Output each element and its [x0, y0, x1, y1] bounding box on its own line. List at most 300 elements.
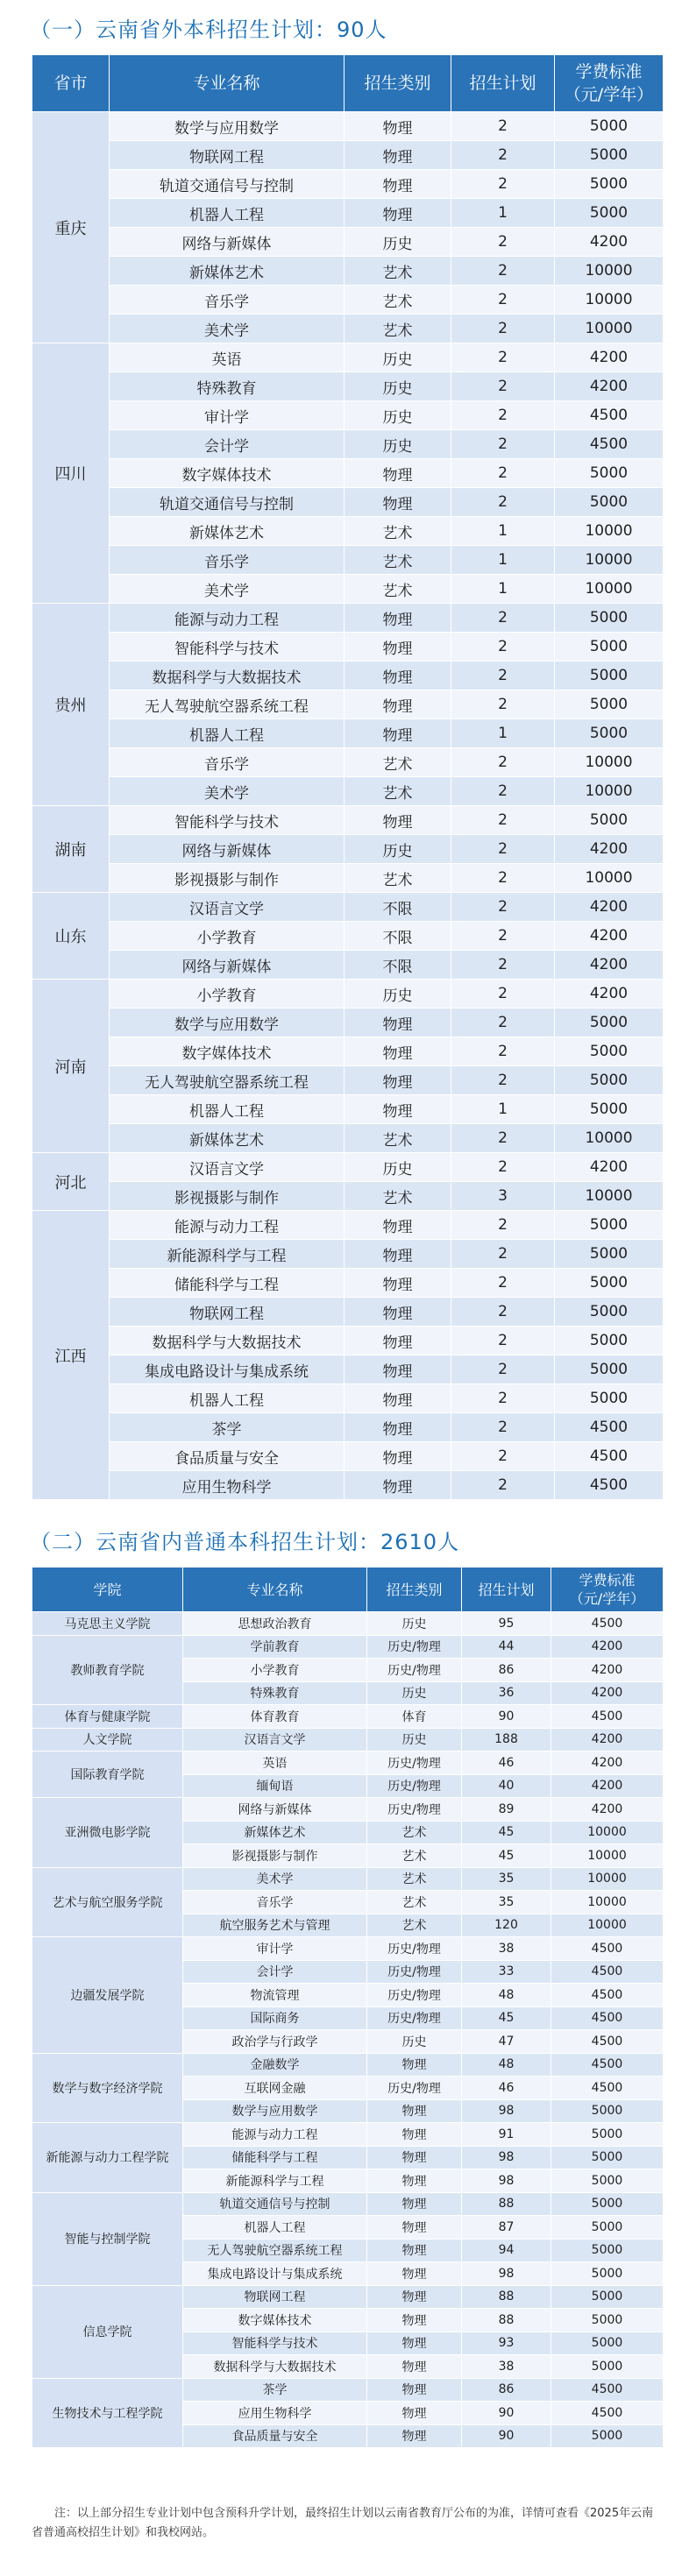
tuition-cell: 4200 — [555, 1153, 664, 1182]
plan-cell: 2 — [451, 748, 555, 777]
tuition-cell: 5000 — [555, 1384, 664, 1413]
tuition-cell: 10000 — [551, 1821, 664, 1844]
tuition-cell: 4500 — [551, 2378, 664, 2402]
tuition-cell: 4200 — [555, 835, 664, 864]
tuition-cell: 4200 — [555, 922, 664, 951]
category-cell: 物理 — [344, 1240, 451, 1269]
college-cell: 人文学院 — [32, 1728, 183, 1752]
plan-cell: 86 — [462, 2378, 551, 2402]
table-row — [32, 2192, 664, 2216]
tuition-cell: 4500 — [551, 1984, 664, 2007]
category-cell: 历史 — [344, 228, 451, 257]
tuition-cell: 4500 — [551, 2402, 664, 2425]
table-row — [32, 430, 664, 459]
plan-cell: 35 — [462, 1867, 551, 1891]
table-row — [32, 459, 664, 488]
major-cell: 小学教育 — [110, 922, 344, 951]
major-cell: 物流管理 — [183, 1984, 367, 2007]
college-cell: 边疆发展学院 — [32, 1937, 183, 2054]
table-row — [32, 864, 664, 893]
major-cell: 数字媒体技术 — [110, 459, 344, 488]
plan-cell: 2 — [451, 401, 555, 430]
category-cell: 艺术 — [344, 575, 451, 604]
plan-cell: 1 — [451, 719, 555, 748]
table-row — [32, 546, 664, 575]
tuition-cell: 4500 — [551, 2053, 664, 2077]
category-cell: 物理 — [344, 1211, 451, 1240]
table-row — [32, 777, 664, 806]
category-cell: 体育 — [367, 1705, 462, 1729]
tuition-cell: 5000 — [551, 2169, 664, 2193]
plan-cell: 2 — [451, 980, 555, 1008]
table-row — [32, 719, 664, 748]
category-cell: 物理 — [344, 633, 451, 662]
college-cell: 智能与控制学院 — [32, 2192, 183, 2285]
plan-cell: 90 — [462, 2424, 551, 2448]
major-cell: 无人驾驶航空器系统工程 — [183, 2239, 367, 2262]
major-cell: 能源与动力工程 — [110, 1211, 344, 1240]
plan-cell: 2 — [451, 343, 555, 372]
category-cell: 物理 — [367, 2332, 462, 2355]
major-cell: 物联网工程 — [183, 2285, 367, 2309]
category-cell: 物理 — [367, 2402, 462, 2425]
plan-cell: 3 — [451, 1182, 555, 1211]
plan-cell: 2 — [451, 1008, 555, 1037]
table-row — [32, 1705, 664, 1729]
major-cell: 机器人工程 — [183, 2216, 367, 2240]
tuition-cell: 10000 — [555, 864, 664, 893]
table-row — [32, 517, 664, 546]
major-cell: 航空服务艺术与管理 — [183, 1914, 367, 1937]
table-row — [32, 170, 664, 199]
category-cell: 历史 — [344, 372, 451, 401]
category-cell: 历史/物理 — [367, 1984, 462, 2007]
major-cell: 审计学 — [110, 401, 344, 430]
college-cell: 亚洲微电影学院 — [32, 1798, 183, 1868]
table-row — [32, 1635, 664, 1659]
header-plan: 招生计划 — [451, 55, 555, 112]
major-cell: 储能科学与工程 — [183, 2146, 367, 2169]
plan-cell: 2 — [451, 286, 555, 315]
tuition-cell: 10000 — [555, 546, 664, 575]
tuition-cell: 5000 — [551, 2099, 664, 2123]
plan-cell: 2 — [451, 1037, 555, 1066]
plan-cell: 2 — [451, 690, 555, 719]
table-row — [32, 1728, 664, 1752]
table-row — [32, 1752, 664, 1775]
plan-cell: 45 — [462, 1844, 551, 1868]
tuition-cell: 4500 — [551, 1612, 664, 1636]
plan-cell: 188 — [462, 1728, 551, 1752]
tuition-cell: 5000 — [555, 1298, 664, 1327]
major-cell: 物联网工程 — [110, 141, 344, 170]
tuition-cell: 4500 — [555, 1442, 664, 1471]
plan-cell: 44 — [462, 1635, 551, 1659]
province-cell: 重庆 — [32, 112, 110, 343]
plan-cell: 1 — [451, 575, 555, 604]
category-cell: 艺术 — [367, 1891, 462, 1914]
major-cell: 数据科学与大数据技术 — [183, 2355, 367, 2379]
plan-cell: 2 — [451, 604, 555, 633]
major-cell: 智能科学与技术 — [183, 2332, 367, 2355]
category-cell: 历史/物理 — [367, 2006, 462, 2030]
tuition-cell: 10000 — [555, 286, 664, 315]
tuition-cell: 4200 — [555, 372, 664, 401]
tuition-cell: 5000 — [551, 2123, 664, 2147]
plan-cell: 38 — [462, 2355, 551, 2379]
out-of-province-plan-table — [32, 54, 664, 1500]
table-row — [32, 112, 664, 141]
major-cell: 英语 — [183, 1752, 367, 1775]
table-header-row — [32, 55, 664, 112]
plan-cell: 2 — [451, 864, 555, 893]
tuition-cell: 5000 — [555, 604, 664, 633]
table-row — [32, 1867, 664, 1891]
table-row — [32, 1240, 664, 1269]
plan-cell: 2 — [451, 922, 555, 951]
category-cell: 艺术 — [344, 517, 451, 546]
plan-cell: 87 — [462, 2216, 551, 2240]
tuition-cell: 5000 — [555, 690, 664, 719]
plan-cell: 48 — [462, 2053, 551, 2077]
plan-cell: 2 — [451, 1211, 555, 1240]
major-cell: 音乐学 — [183, 1891, 367, 1914]
college-cell: 教师教育学院 — [32, 1635, 183, 1705]
plan-cell: 2 — [451, 315, 555, 343]
plan-cell: 2 — [451, 1240, 555, 1269]
major-cell: 无人驾驶航空器系统工程 — [110, 1066, 344, 1095]
category-cell: 物理 — [344, 690, 451, 719]
table-row — [32, 748, 664, 777]
plan-cell: 1 — [451, 199, 555, 228]
category-cell: 物理 — [367, 2239, 462, 2262]
tuition-cell: 4200 — [555, 980, 664, 1008]
major-cell: 数据科学与大数据技术 — [110, 1327, 344, 1355]
plan-cell: 98 — [462, 2146, 551, 2169]
category-cell: 物理 — [344, 488, 451, 517]
major-cell: 特殊教育 — [183, 1681, 367, 1705]
major-cell: 新媒体艺术 — [110, 517, 344, 546]
major-cell: 音乐学 — [110, 748, 344, 777]
plan-cell: 1 — [451, 546, 555, 575]
college-cell: 体育与健康学院 — [32, 1705, 183, 1729]
tuition-cell: 4200 — [555, 228, 664, 257]
major-cell: 会计学 — [183, 1960, 367, 1984]
tuition-cell: 5000 — [555, 1008, 664, 1037]
major-cell: 应用生物科学 — [183, 2402, 367, 2425]
major-cell: 食品质量与安全 — [110, 1442, 344, 1471]
major-cell: 会计学 — [110, 430, 344, 459]
major-cell: 数据科学与大数据技术 — [110, 662, 344, 690]
table-row — [32, 893, 664, 922]
major-cell: 体育教育 — [183, 1705, 367, 1729]
table-row — [32, 1153, 664, 1182]
table-row — [32, 2053, 664, 2077]
tuition-cell: 4200 — [551, 1728, 664, 1752]
plan-cell: 2 — [451, 1471, 555, 1500]
plan-cell: 2 — [451, 170, 555, 199]
plan-cell: 2 — [451, 835, 555, 864]
tuition-cell: 5000 — [555, 633, 664, 662]
tuition-cell: 4200 — [555, 343, 664, 372]
plan-cell: 98 — [462, 2169, 551, 2193]
table-row — [32, 806, 664, 835]
category-cell: 艺术 — [367, 1844, 462, 1868]
table-row — [32, 228, 664, 257]
major-cell: 智能科学与技术 — [110, 633, 344, 662]
major-cell: 能源与动力工程 — [183, 2123, 367, 2147]
college-cell: 生物技术与工程学院 — [32, 2378, 183, 2448]
major-cell: 无人驾驶航空器系统工程 — [110, 690, 344, 719]
plan-cell: 2 — [451, 1124, 555, 1153]
category-cell: 艺术 — [344, 777, 451, 806]
category-cell: 物理 — [367, 2216, 462, 2240]
plan-cell: 2 — [451, 633, 555, 662]
table-row — [32, 633, 664, 662]
category-cell: 历史 — [344, 980, 451, 1008]
category-cell: 物理 — [344, 806, 451, 835]
province-cell: 江西 — [32, 1211, 110, 1500]
plan-cell: 2 — [451, 1413, 555, 1442]
table-row — [32, 1442, 664, 1471]
tuition-cell: 5000 — [555, 459, 664, 488]
category-cell: 历史/物理 — [367, 2077, 462, 2100]
table-row — [32, 199, 664, 228]
tuition-cell: 5000 — [551, 2216, 664, 2240]
category-cell: 艺术 — [344, 315, 451, 343]
tuition-cell: 5000 — [555, 1327, 664, 1355]
plan-cell: 98 — [462, 2262, 551, 2286]
table-row — [32, 315, 664, 343]
plan-cell: 1 — [451, 1095, 555, 1124]
category-cell: 物理 — [367, 2309, 462, 2332]
table-row — [32, 2378, 664, 2402]
major-cell: 轨道交通信号与控制 — [110, 170, 344, 199]
plan-cell: 2 — [451, 1384, 555, 1413]
in-province-plan-table — [32, 1567, 664, 2448]
college-cell: 国际教育学院 — [32, 1752, 183, 1798]
category-cell: 物理 — [344, 459, 451, 488]
tuition-cell: 4500 — [551, 2030, 664, 2054]
table-row — [32, 575, 664, 604]
college-cell: 艺术与航空服务学院 — [32, 1867, 183, 1937]
header-college: 学院 — [32, 1568, 183, 1612]
plan-cell: 2 — [451, 1442, 555, 1471]
major-cell: 小学教育 — [110, 980, 344, 1008]
college-cell: 信息学院 — [32, 2285, 183, 2378]
plan-cell: 2 — [451, 1269, 555, 1298]
major-cell: 应用生物科学 — [110, 1471, 344, 1500]
category-cell: 物理 — [367, 2123, 462, 2147]
major-cell: 网络与新媒体 — [110, 951, 344, 980]
category-cell: 物理 — [367, 2053, 462, 2077]
tuition-cell: 10000 — [555, 1124, 664, 1153]
major-cell: 政治学与行政学 — [183, 2030, 367, 2054]
plan-cell: 2 — [451, 141, 555, 170]
tuition-cell: 4200 — [551, 1752, 664, 1775]
category-cell: 历史/物理 — [367, 1960, 462, 1984]
plan-cell: 1 — [451, 517, 555, 546]
major-cell: 茶学 — [110, 1413, 344, 1442]
category-cell: 艺术 — [344, 546, 451, 575]
major-cell: 储能科学与工程 — [110, 1269, 344, 1298]
category-cell: 物理 — [367, 2099, 462, 2123]
tuition-cell: 10000 — [555, 575, 664, 604]
category-cell: 物理 — [344, 199, 451, 228]
category-cell: 物理 — [367, 2262, 462, 2286]
tuition-cell: 10000 — [555, 315, 664, 343]
tuition-cell: 5000 — [555, 1269, 664, 1298]
plan-cell: 2 — [451, 488, 555, 517]
plan-cell: 2 — [451, 951, 555, 980]
category-cell: 物理 — [344, 662, 451, 690]
plan-cell: 95 — [462, 1612, 551, 1636]
table-row — [32, 488, 664, 517]
plan-cell: 93 — [462, 2332, 551, 2355]
tuition-cell: 5000 — [551, 2309, 664, 2332]
plan-cell: 46 — [462, 2077, 551, 2100]
tuition-cell: 4500 — [555, 401, 664, 430]
major-cell: 音乐学 — [110, 286, 344, 315]
major-cell: 缅甸语 — [183, 1774, 367, 1798]
major-cell: 数字媒体技术 — [110, 1037, 344, 1066]
major-cell: 轨道交通信号与控制 — [110, 488, 344, 517]
category-cell: 物理 — [344, 1327, 451, 1355]
major-cell: 互联网金融 — [183, 2077, 367, 2100]
major-cell: 网络与新媒体 — [110, 835, 344, 864]
major-cell: 特殊教育 — [110, 372, 344, 401]
tuition-cell: 5000 — [555, 141, 664, 170]
category-cell: 物理 — [344, 1384, 451, 1413]
section2-title: （二）云南省内普通本科招生计划：2610人 — [30, 1530, 460, 1554]
major-cell: 数学与应用数学 — [183, 2099, 367, 2123]
tuition-cell: 4200 — [555, 951, 664, 980]
plan-cell: 35 — [462, 1891, 551, 1914]
table-row — [32, 2285, 664, 2309]
table-row — [32, 1384, 664, 1413]
tuition-cell: 5000 — [555, 112, 664, 141]
major-cell: 新能源科学与工程 — [110, 1240, 344, 1269]
table-row — [32, 286, 664, 315]
plan-cell: 47 — [462, 2030, 551, 2054]
table-row — [32, 1355, 664, 1384]
tuition-cell: 4500 — [551, 1705, 664, 1729]
plan-cell: 2 — [451, 662, 555, 690]
plan-cell: 38 — [462, 1937, 551, 1961]
major-cell: 网络与新媒体 — [183, 1798, 367, 1822]
plan-cell: 36 — [462, 1681, 551, 1705]
footnote-line1: 注：以上部分招生专业计划中包含预科升学计划，最终招生计划以云南省教育厅公布的为准，详情 — [54, 2507, 545, 2520]
college-cell: 新能源与动力工程学院 — [32, 2123, 183, 2193]
major-cell: 美术学 — [110, 777, 344, 806]
major-cell: 数学与应用数学 — [110, 1008, 344, 1037]
major-cell: 英语 — [110, 343, 344, 372]
tuition-cell: 5000 — [555, 170, 664, 199]
tuition-cell: 5000 — [551, 2355, 664, 2379]
category-cell: 艺术 — [367, 1821, 462, 1844]
category-cell: 历史 — [367, 2030, 462, 2054]
major-cell: 集成电路设计与集成系统 — [183, 2262, 367, 2286]
tuition-cell: 5000 — [555, 1211, 664, 1240]
table-row — [32, 690, 664, 719]
tuition-cell: 4200 — [551, 1798, 664, 1822]
province-cell: 四川 — [32, 343, 110, 604]
plan-cell: 86 — [462, 1659, 551, 1682]
table-row — [32, 1066, 664, 1095]
tuition-cell: 5000 — [551, 2332, 664, 2355]
table-row — [32, 1413, 664, 1442]
plan-cell: 2 — [451, 257, 555, 286]
major-cell: 新媒体艺术 — [110, 257, 344, 286]
category-cell: 历史/物理 — [367, 1774, 462, 1798]
table-row — [32, 257, 664, 286]
category-cell: 艺术 — [367, 1914, 462, 1937]
major-cell: 食品质量与安全 — [183, 2424, 367, 2448]
major-cell: 小学教育 — [183, 1659, 367, 1682]
major-cell: 审计学 — [183, 1937, 367, 1961]
tuition-cell: 5000 — [551, 2262, 664, 2286]
category-cell: 物理 — [367, 2146, 462, 2169]
category-cell: 物理 — [344, 1095, 451, 1124]
table-row — [32, 1124, 664, 1153]
tuition-cell: 4500 — [551, 2006, 664, 2030]
footnote-line2: 可查看《2025年云南省普通高校招生计划》和我校网站。 — [32, 2507, 654, 2539]
footnote — [32, 2504, 659, 2543]
tuition-cell: 5000 — [555, 806, 664, 835]
category-cell: 物理 — [367, 2378, 462, 2402]
plan-cell: 88 — [462, 2285, 551, 2309]
header-province: 省市 — [32, 55, 110, 112]
major-cell: 机器人工程 — [110, 199, 344, 228]
major-cell: 美术学 — [110, 575, 344, 604]
table-row — [32, 980, 664, 1008]
major-cell: 思想政治教育 — [183, 1612, 367, 1636]
category-cell: 物理 — [344, 1269, 451, 1298]
category-cell: 物理 — [344, 170, 451, 199]
province-cell: 河南 — [32, 980, 110, 1153]
category-cell: 历史/物理 — [367, 1752, 462, 1775]
category-cell: 物理 — [367, 2285, 462, 2309]
header-tuition: 学费标准 （元/学年） — [555, 55, 664, 112]
tuition-cell: 4500 — [551, 1960, 664, 1984]
plan-cell: 45 — [462, 2006, 551, 2030]
plan-cell: 94 — [462, 2239, 551, 2262]
college-cell: 数学与数字经济学院 — [32, 2053, 183, 2123]
plan-cell: 120 — [462, 1914, 551, 1937]
tuition-cell: 10000 — [551, 1867, 664, 1891]
category-cell: 物理 — [344, 1355, 451, 1384]
tuition-cell: 4200 — [551, 1659, 664, 1682]
table-row — [32, 835, 664, 864]
plan-cell: 90 — [462, 1705, 551, 1729]
tuition-cell: 10000 — [555, 1182, 664, 1211]
category-cell: 艺术 — [344, 864, 451, 893]
tuition-cell: 5000 — [551, 2424, 664, 2448]
plan-cell: 45 — [462, 1821, 551, 1844]
tuition-cell: 5000 — [555, 488, 664, 517]
category-cell: 历史/物理 — [367, 1798, 462, 1822]
plan-cell: 2 — [451, 1066, 555, 1095]
table-row — [32, 1037, 664, 1066]
major-cell: 数学与应用数学 — [110, 112, 344, 141]
category-cell: 物理 — [344, 1066, 451, 1095]
category-cell: 艺术 — [344, 1182, 451, 1211]
major-cell: 机器人工程 — [110, 1095, 344, 1124]
table-row — [32, 604, 664, 633]
plan-cell: 46 — [462, 1752, 551, 1775]
header-major: 专业名称 — [183, 1568, 367, 1612]
major-cell: 机器人工程 — [110, 719, 344, 748]
